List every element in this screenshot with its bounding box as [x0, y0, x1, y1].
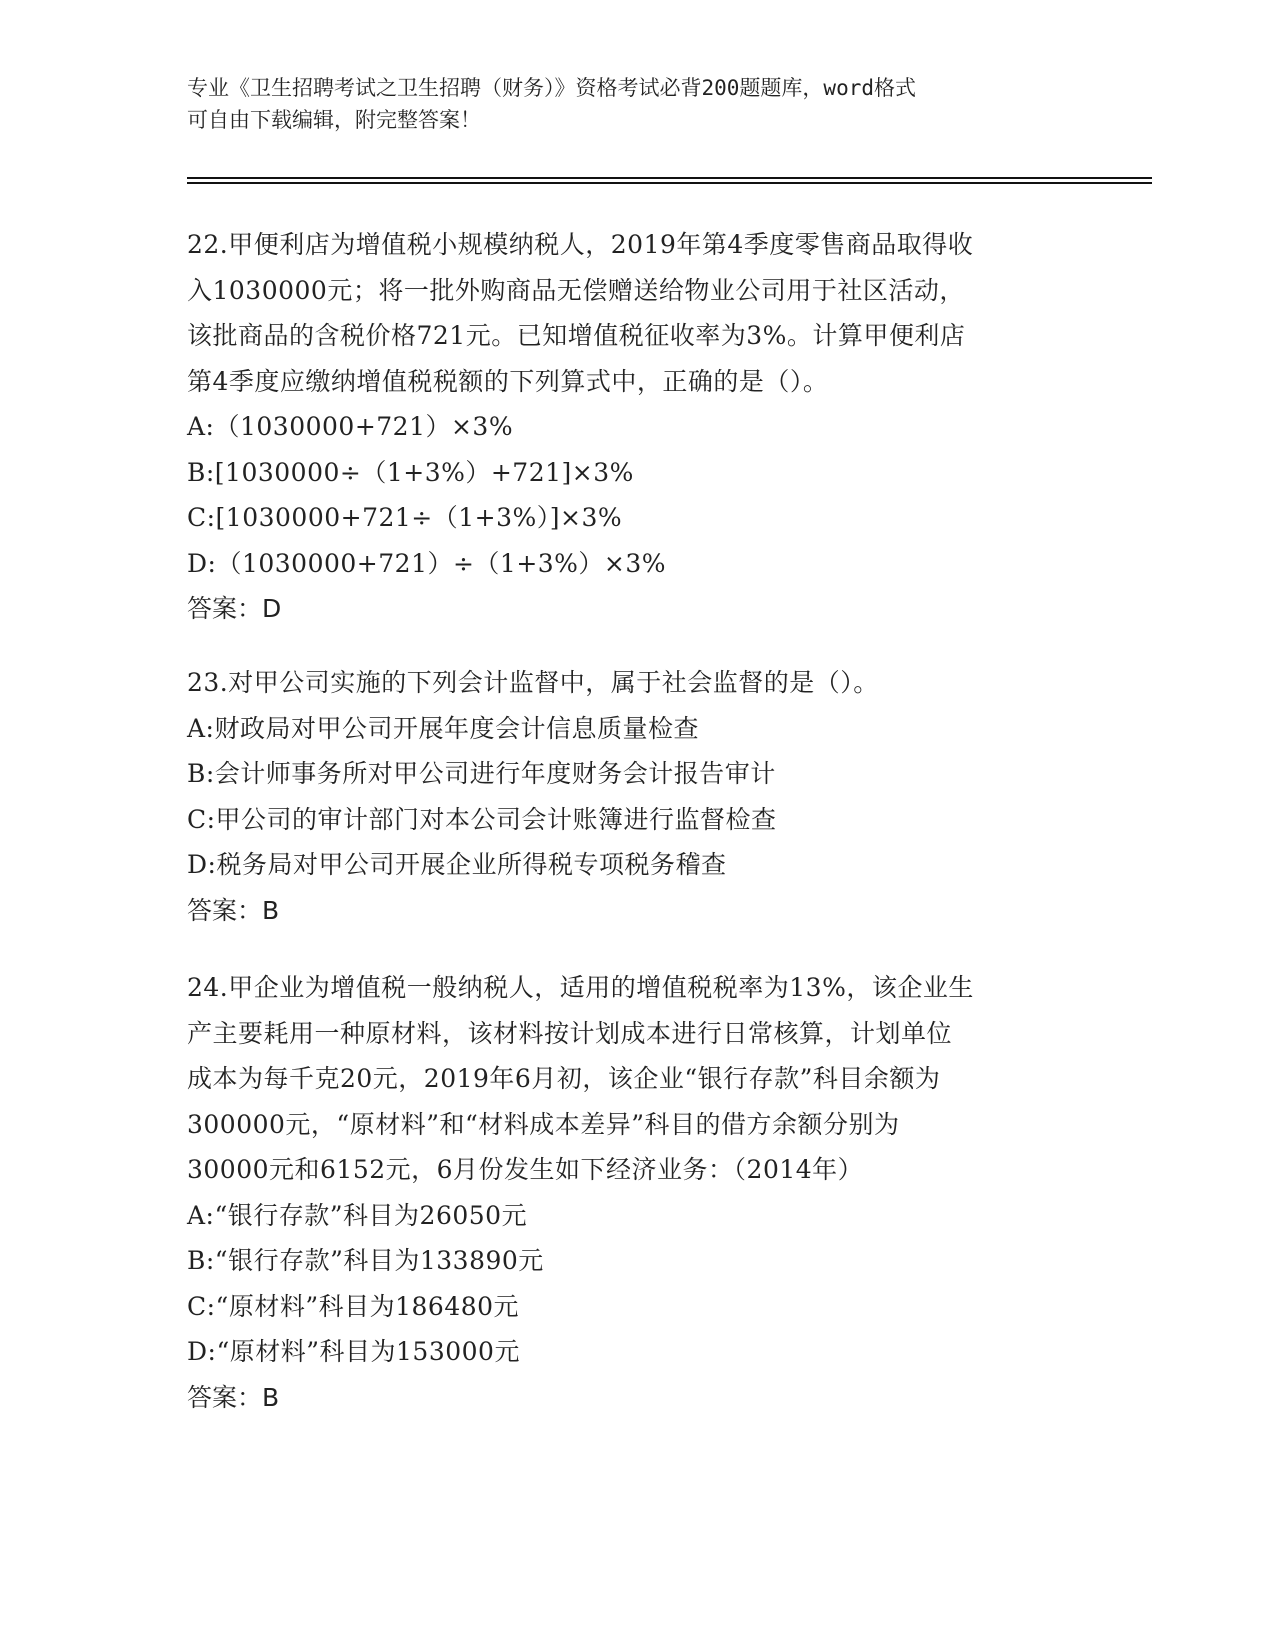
option-a: A:财政局对甲公司开展年度会计信息质量检查 — [187, 713, 699, 743]
question-22 — [187, 222, 1087, 632]
stem-line: 第4季度应缴纳增值税税额的下列算式中，正确的是（）。 — [187, 366, 829, 396]
option-d: D:“原材料”科目为153000元 — [187, 1337, 520, 1366]
document-header — [187, 72, 1087, 136]
option-c: C:“原材料”科目为186480元 — [187, 1291, 520, 1321]
question-stem — [187, 660, 1087, 706]
option-b: B:会计师事务所对甲公司进行年度财务会计报告审计 — [187, 759, 776, 788]
option-d: D:（1030000+721）÷（1+3%）×3% — [187, 548, 667, 578]
option-b: B:“银行存款”科目为133890元 — [187, 1246, 544, 1275]
option-d: D:税务局对甲公司开展企业所得税专项税务稽查 — [187, 850, 727, 879]
stem-line: 入1030000元；将一批外购商品无偿赠送给物业公司用于社区活动， — [187, 275, 965, 305]
option-a: A:（1030000+721）×3% — [187, 412, 514, 441]
header-line-2: 可自由下载编辑，附完整答案！ — [187, 108, 481, 132]
answer: 答案：B — [187, 1382, 280, 1412]
option-c: C:甲公司的审计部门对本公司会计账簿进行监督检查 — [187, 804, 777, 834]
question-23 — [187, 660, 1087, 933]
option-b: B:[1030000÷（1+3%）+721]×3% — [187, 457, 634, 487]
answer: 答案：B — [187, 895, 280, 925]
question-stem — [187, 965, 1087, 1193]
option-a: A:“银行存款”科目为26050元 — [187, 1200, 528, 1230]
stem-line: 成本为每千克20元，2019年6月初，该企业“银行存款”科目余额为 — [187, 1064, 941, 1093]
stem-line: 22.甲便利店为增值税小规模纳税人，2019年第4季度零售商品取得收 — [187, 230, 974, 259]
option-c: C:[1030000+721÷（1+3%）]×3% — [187, 503, 623, 532]
question-stem — [187, 222, 1087, 404]
stem-line: 300000元，“原材料”和“材料成本差异”科目的借方余额分别为 — [187, 1109, 900, 1139]
header-divider-top — [187, 177, 1152, 179]
answer: 答案：D — [187, 594, 282, 623]
header-line-1: 专业《卫生招聘考试之卫生招聘（财务）》资格考试必背200题题库，word格式 — [187, 76, 916, 100]
stem-line: 该批商品的含税价格721元。已知增值税征收率为3%。计算甲便利店 — [187, 321, 966, 350]
stem-line: 23.对甲公司实施的下列会计监督中，属于社会监督的是（）。 — [187, 668, 879, 697]
stem-line: 产主要耗用一种原材料，该材料按计划成本进行日常核算，计划单位 — [187, 1018, 953, 1048]
header-divider-bottom — [187, 182, 1152, 184]
stem-line: 24.甲企业为增值税一般纳税人，适用的增值税税率为13%，该企业生 — [187, 973, 974, 1002]
stem-line: 30000元和6152元，6月份发生如下经济业务：（2014年） — [187, 1155, 864, 1184]
question-24 — [187, 965, 1087, 1420]
